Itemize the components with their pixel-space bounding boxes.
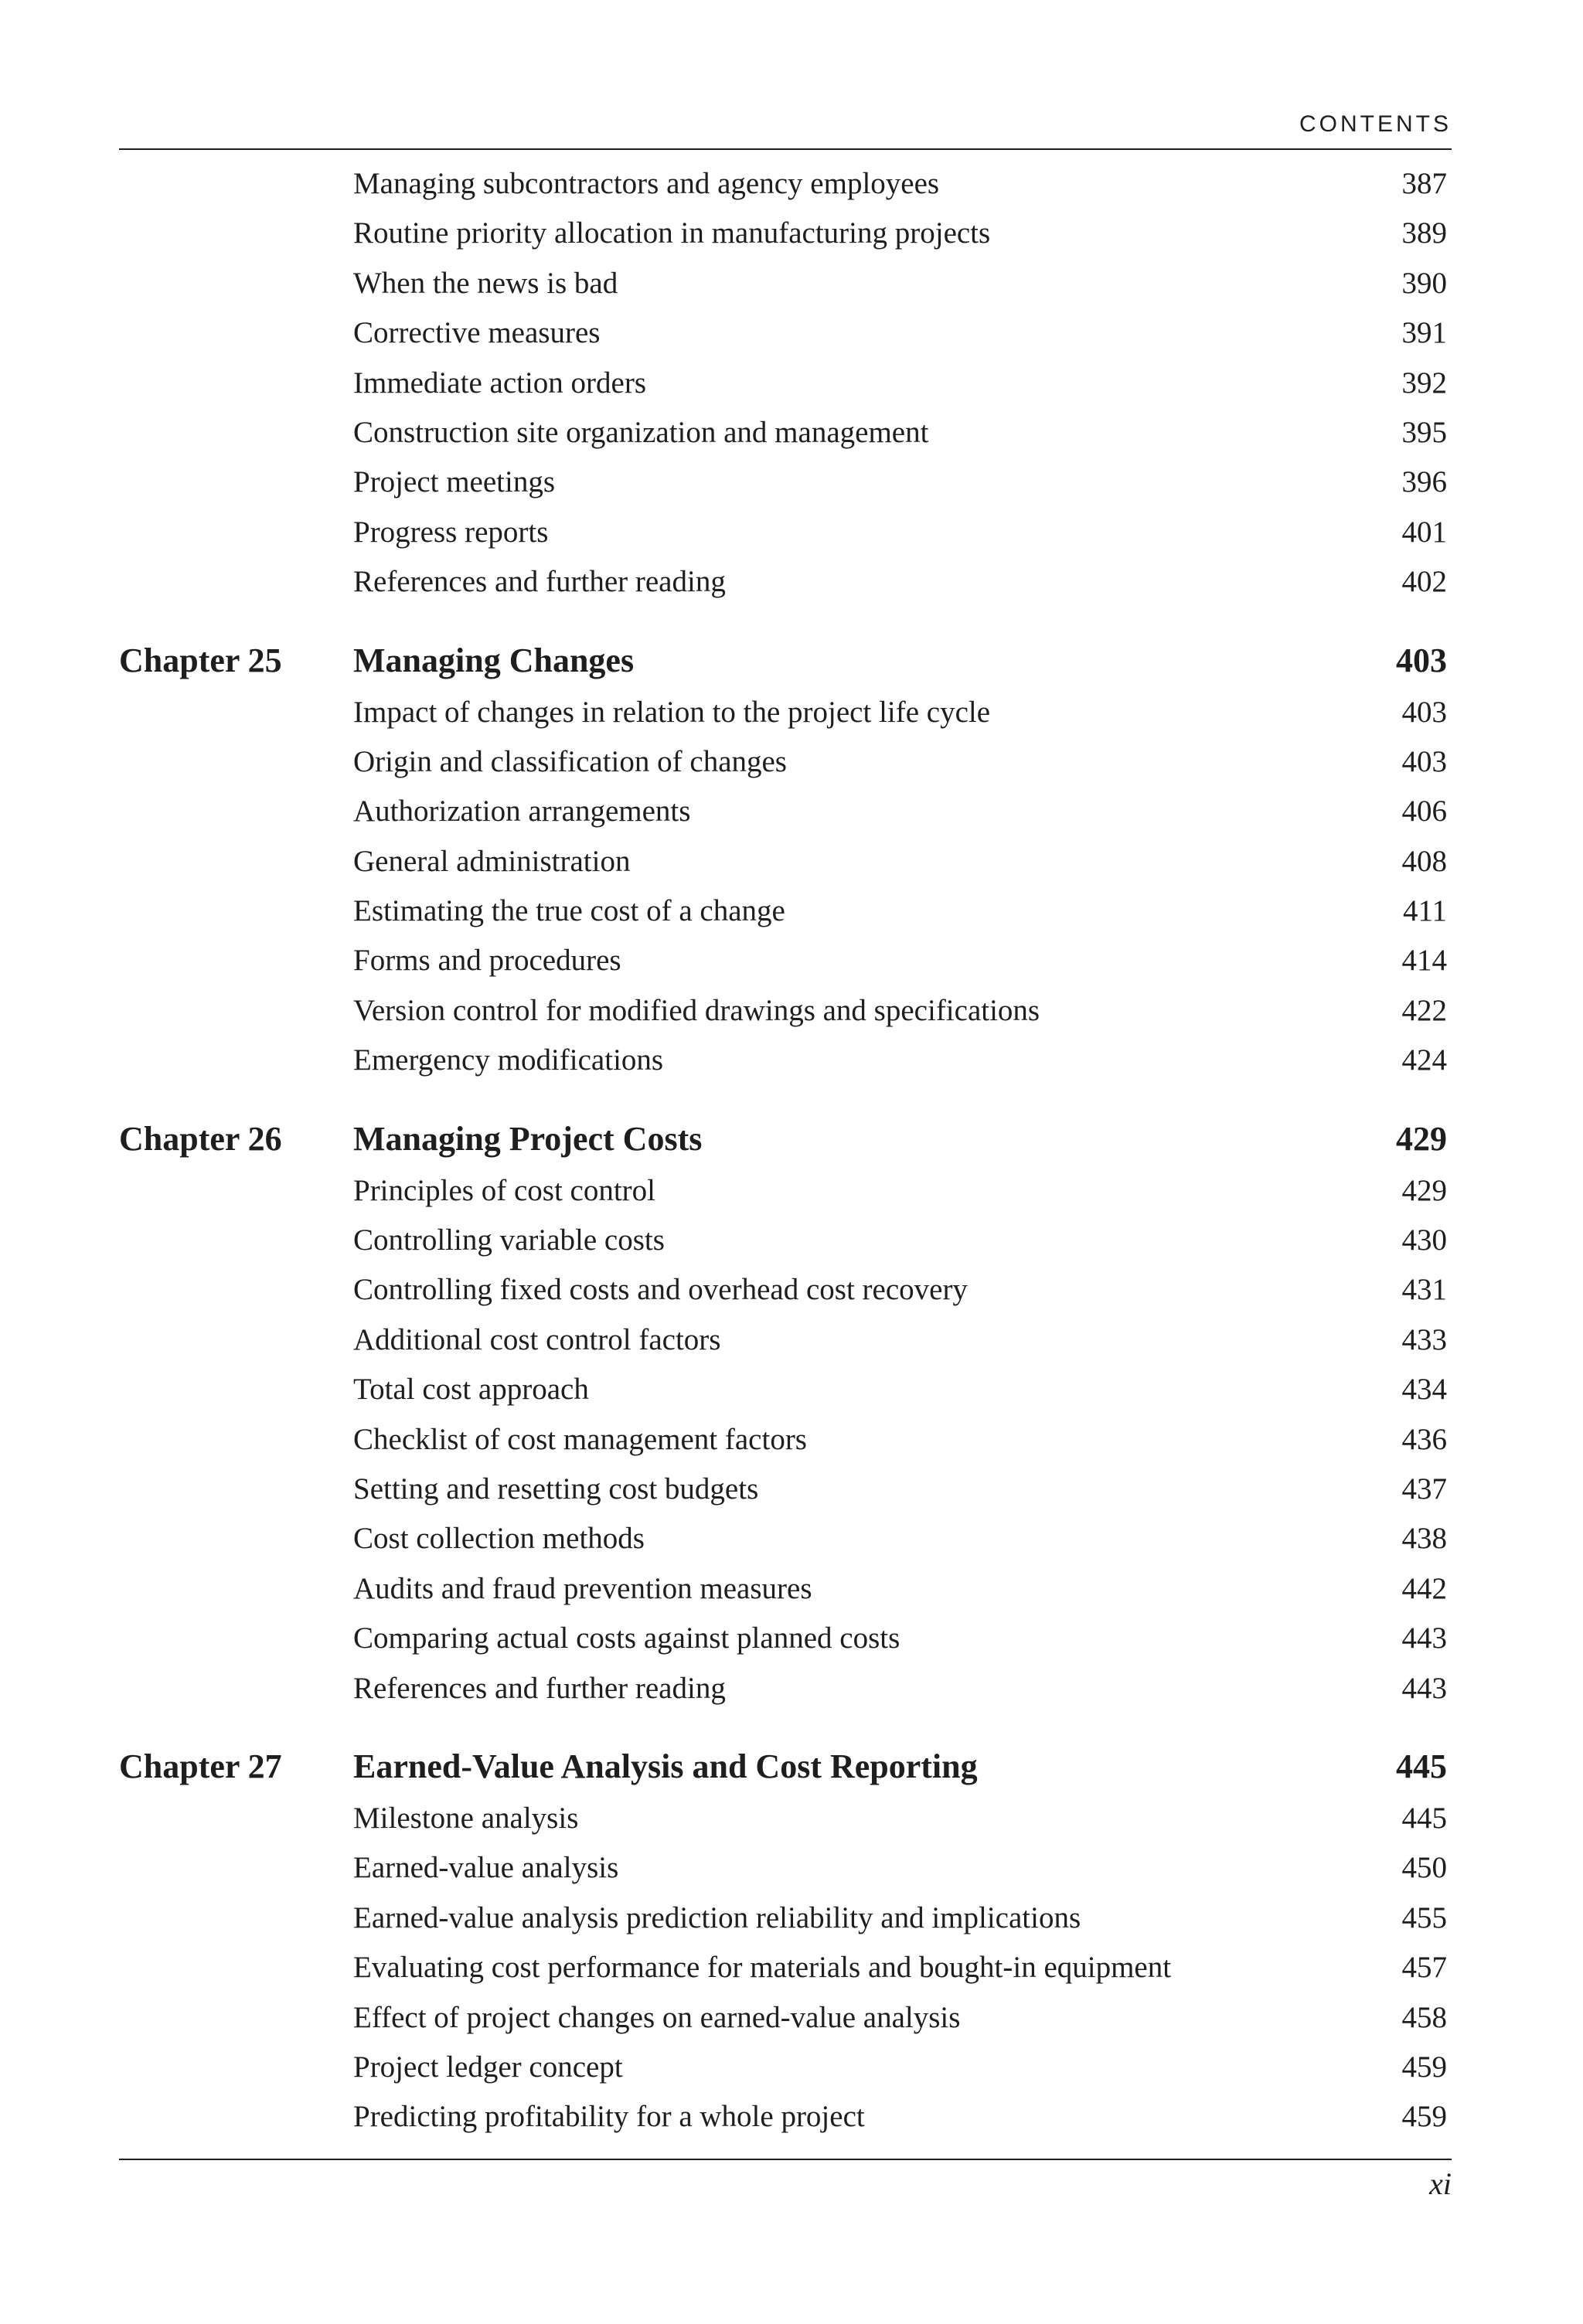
- toc-entry[interactable]: [119, 557, 1452, 607]
- toc-entry-title: Forms and procedures: [353, 944, 621, 978]
- toc-entry[interactable]: [119, 1514, 1452, 1564]
- toc-entry-page: 387: [1401, 167, 1447, 200]
- chapter-page: 403: [1396, 641, 1447, 679]
- chapter-heading[interactable]: [119, 1740, 1452, 1794]
- toc-entry[interactable]: [119, 2043, 1452, 2092]
- toc-entry[interactable]: [119, 1894, 1452, 1943]
- toc-entry-page: 433: [1401, 1322, 1447, 1356]
- toc-entry-title: Setting and resetting cost budgets: [353, 1472, 759, 1506]
- toc-entry-page: 445: [1401, 1801, 1447, 1835]
- toc-entry-title: Version control for modified drawings and specifications: [353, 993, 1040, 1027]
- toc-entry[interactable]: [119, 458, 1452, 507]
- toc-entry-title: Impact of changes in relation to the project life cycle: [353, 695, 991, 729]
- toc-entry[interactable]: [119, 1843, 1452, 1893]
- toc-entry[interactable]: [119, 1614, 1452, 1663]
- chapter-title: Managing Project Costs: [353, 1119, 703, 1158]
- toc-entry-title: Earned-value analysis prediction reliability and implications: [353, 1900, 1081, 1934]
- toc-entry-title: Controlling variable costs: [353, 1223, 665, 1257]
- toc-entry-title: Routine priority allocation in manufacturing projects: [353, 216, 991, 250]
- toc-entry-title: Corrective measures: [353, 316, 601, 350]
- toc-entry-title: Immediate action orders: [353, 366, 647, 400]
- toc-entry[interactable]: [119, 837, 1452, 886]
- toc-entry-page: 391: [1401, 316, 1447, 350]
- chapter-label: Chapter 27: [119, 1747, 282, 1785]
- toc-entry-page: 457: [1401, 1951, 1447, 1985]
- toc-entry[interactable]: [119, 1415, 1452, 1465]
- toc-entry-page: 402: [1401, 565, 1447, 599]
- running-head: CONTENTS: [1299, 111, 1452, 137]
- toc-entry-title: Earned-value analysis: [353, 1851, 619, 1885]
- toc-entry-title: When the news is bad: [353, 266, 618, 300]
- chapter-page: 445: [1396, 1747, 1447, 1785]
- toc-entry[interactable]: [119, 1216, 1452, 1265]
- chapter-heading[interactable]: [119, 1112, 1452, 1166]
- toc-entry-title: Milestone analysis: [353, 1801, 579, 1835]
- toc-entry-title: Evaluating cost performance for materials and bought-in equipment: [353, 1951, 1172, 1985]
- toc-entry[interactable]: [119, 1794, 1452, 1843]
- toc-entry[interactable]: [119, 787, 1452, 836]
- toc-entry-page: 403: [1401, 695, 1447, 729]
- toc-entry-title: References and further reading: [353, 1671, 726, 1705]
- toc-entry-page: 414: [1401, 944, 1447, 978]
- toc-entry[interactable]: [119, 886, 1452, 936]
- toc-entry-page: 422: [1401, 993, 1447, 1027]
- toc-entry[interactable]: [119, 1315, 1452, 1365]
- toc-entry-title: Predicting profitability for a whole project: [353, 2100, 865, 2134]
- toc-entry-title: Estimating the true cost of a change: [353, 894, 785, 928]
- chapter-heading[interactable]: [119, 634, 1452, 688]
- toc-entry[interactable]: [119, 1166, 1452, 1216]
- chapter-label: Chapter 25: [119, 641, 282, 679]
- toc-entry-title: Emergency modifications: [353, 1043, 664, 1077]
- toc-entry-page: 437: [1401, 1472, 1447, 1506]
- chapter-title: Earned-Value Analysis and Cost Reporting: [353, 1747, 978, 1785]
- chapter-page: 429: [1396, 1119, 1447, 1158]
- toc-entry[interactable]: [119, 737, 1452, 787]
- toc-entry-title: Checklist of cost management factors: [353, 1422, 807, 1456]
- toc-entry[interactable]: [119, 2092, 1452, 2142]
- toc-entry-page: 403: [1401, 744, 1447, 778]
- toc-entry-title: Managing subcontractors and agency employees: [353, 167, 940, 200]
- toc-entry[interactable]: [119, 408, 1452, 458]
- toc-entry-page: 392: [1401, 366, 1447, 400]
- toc-entry-title: References and further reading: [353, 565, 726, 599]
- toc-entry[interactable]: [119, 1664, 1452, 1713]
- toc-entry[interactable]: [119, 209, 1452, 258]
- toc-entry-page: 389: [1401, 216, 1447, 250]
- toc-entry-title: Controlling fixed costs and overhead cost recovery: [353, 1273, 968, 1307]
- table-of-contents: [119, 159, 1452, 2142]
- toc-entry[interactable]: [119, 359, 1452, 408]
- toc-entry-page: 408: [1401, 844, 1447, 878]
- toc-entry-page: 429: [1401, 1173, 1447, 1207]
- toc-entry-page: 459: [1401, 2050, 1447, 2084]
- toc-entry-page: 406: [1401, 795, 1447, 829]
- toc-entry[interactable]: [119, 159, 1452, 209]
- toc-entry[interactable]: [119, 936, 1452, 985]
- toc-entry-title: Origin and classification of changes: [353, 744, 787, 778]
- toc-entry[interactable]: [119, 1993, 1452, 2043]
- toc-entry-page: 390: [1401, 266, 1447, 300]
- toc-entry[interactable]: [119, 259, 1452, 308]
- toc-entry-title: Additional cost control factors: [353, 1322, 721, 1356]
- toc-entry-page: 438: [1401, 1522, 1447, 1556]
- toc-entry-page: 434: [1401, 1373, 1447, 1407]
- toc-entry-title: Total cost approach: [353, 1373, 589, 1407]
- page-number: xi: [1429, 2166, 1452, 2201]
- toc-entry-title: Comparing actual costs against planned costs: [353, 1621, 900, 1655]
- toc-entry-page: 395: [1401, 415, 1447, 449]
- toc-entry-title: Audits and fraud prevention measures: [353, 1571, 812, 1605]
- toc-entry-title: Construction site organization and management: [353, 415, 929, 449]
- toc-entry-page: 459: [1401, 2100, 1447, 2134]
- toc-entry-page: 443: [1401, 1671, 1447, 1705]
- toc-entry-page: 411: [1402, 894, 1447, 928]
- toc-entry[interactable]: [119, 1265, 1452, 1315]
- toc-page: [119, 0, 1452, 2324]
- toc-entry-page: 450: [1401, 1851, 1447, 1885]
- toc-entry[interactable]: [119, 1365, 1452, 1414]
- toc-entry-title: Progress reports: [353, 515, 549, 549]
- toc-entry[interactable]: [119, 1465, 1452, 1514]
- toc-entry-title: Principles of cost control: [353, 1173, 656, 1207]
- toc-entry-page: 455: [1401, 1900, 1447, 1934]
- toc-entry-page: 458: [1401, 2000, 1447, 2034]
- toc-entry-page: 431: [1401, 1273, 1447, 1307]
- toc-entry-page: 442: [1401, 1571, 1447, 1605]
- toc-entry-title: Project meetings: [353, 465, 556, 499]
- toc-entry-title: Authorization arrangements: [353, 795, 691, 829]
- toc-entry[interactable]: [119, 1036, 1452, 1085]
- toc-entry-title: Effect of project changes on earned-value analysis: [353, 2000, 961, 2034]
- toc-entry[interactable]: [119, 1943, 1452, 1992]
- header-rule: [119, 148, 1452, 150]
- toc-entry[interactable]: [119, 1564, 1452, 1614]
- toc-entry-page: 396: [1401, 465, 1447, 499]
- toc-entry[interactable]: [119, 688, 1452, 737]
- toc-entry-page: 424: [1401, 1043, 1447, 1077]
- toc-entry-title: Project ledger concept: [353, 2050, 623, 2084]
- footer-rule: [119, 2159, 1452, 2160]
- chapter-label: Chapter 26: [119, 1119, 282, 1158]
- toc-entry-page: 401: [1401, 515, 1447, 549]
- toc-entry-page: 436: [1401, 1422, 1447, 1456]
- toc-entry[interactable]: [119, 308, 1452, 358]
- toc-entry-page: 430: [1401, 1223, 1447, 1257]
- toc-entry-title: Cost collection methods: [353, 1522, 645, 1556]
- toc-entry[interactable]: [119, 986, 1452, 1036]
- toc-entry[interactable]: [119, 508, 1452, 557]
- chapter-title: Managing Changes: [353, 641, 635, 679]
- toc-entry-page: 443: [1401, 1621, 1447, 1655]
- toc-entry-title: General administration: [353, 844, 631, 878]
